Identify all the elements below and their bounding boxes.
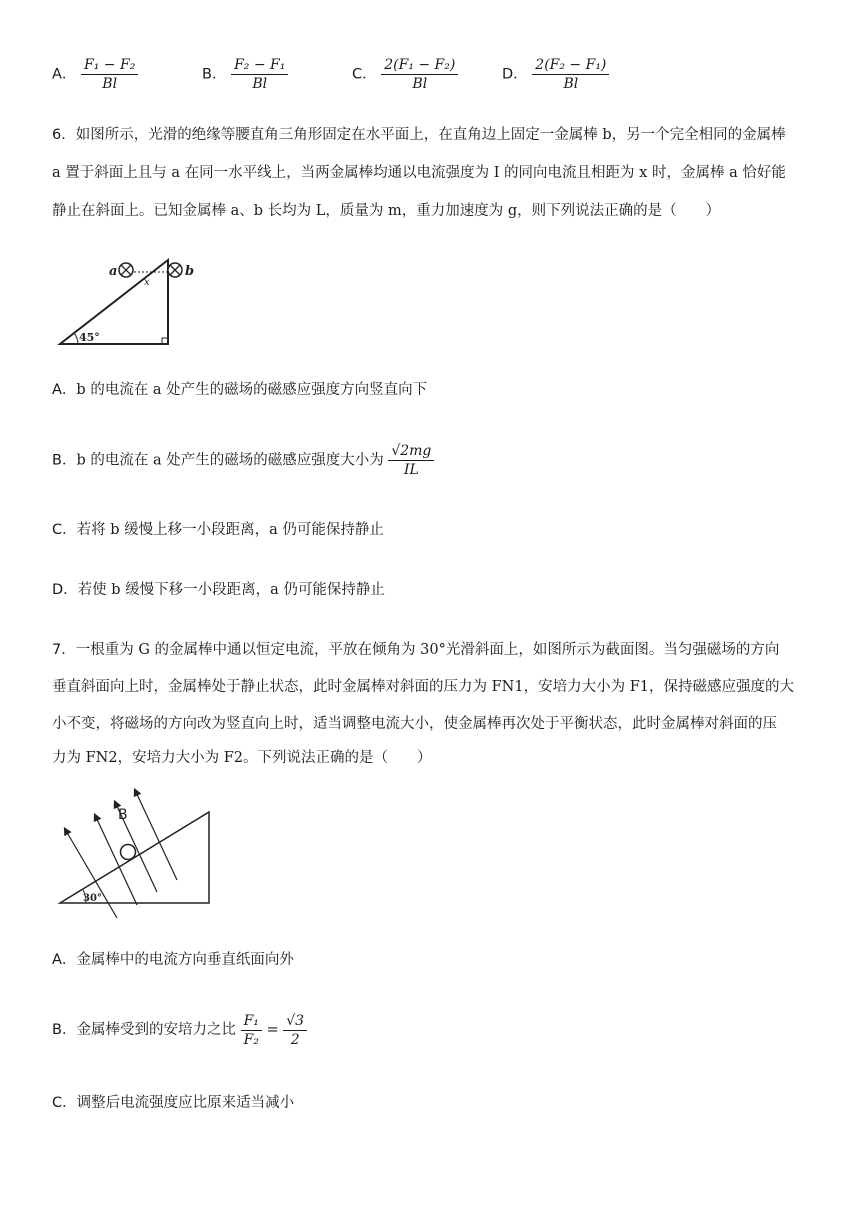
numerator: 2(F₁ − F₂) xyxy=(381,56,458,75)
label-b: b xyxy=(185,264,195,279)
denominator: Bl xyxy=(102,76,118,92)
fraction xyxy=(241,1012,262,1049)
option-text: 若将 b 缓慢上移一小段距离，a 仍可能保持静止 xyxy=(76,522,384,538)
option-text: 调整后电流强度应比原来适当减小 xyxy=(76,1095,295,1111)
denominator: 2 xyxy=(290,1031,300,1048)
q6-triangle-figure xyxy=(52,250,202,350)
numerator: F₁ − F₂ xyxy=(81,56,138,75)
numerator: √3 xyxy=(283,1012,307,1031)
label-x: x xyxy=(144,277,150,288)
label-B: B xyxy=(118,807,128,823)
option-text: 金属棒受到的安培力之比 xyxy=(76,1022,236,1038)
fraction xyxy=(381,56,458,93)
option-label: A． xyxy=(52,66,77,83)
q7-stem-line-3: 小不变，将磁场的方向改为竖直向上时，适当调整电流大小，使金属棒再次处于平衡状态，此时金属棒对斜面的压 xyxy=(52,716,777,732)
option-label: C． xyxy=(52,1095,77,1111)
option-label: C． xyxy=(52,522,77,538)
stem-text: 一根重为 G 的金属棒中通以恒定电流，平放在倾角为 30°光滑斜面上，如图所示为截面图。当匀强磁场的方向 xyxy=(75,642,780,658)
fraction xyxy=(81,56,138,93)
option-label: D． xyxy=(52,582,78,598)
q7-option-c xyxy=(52,1093,294,1113)
q5-option-d xyxy=(502,56,609,93)
q6-stem-line-2: a 置于斜面上且与 a 在同一水平线上，当两金属棒均通以电流强度为 I 的同向电流且相距为 x 时，金属棒 a 恰好能 xyxy=(52,165,786,181)
option-label: B． xyxy=(202,66,227,83)
option-label: D． xyxy=(502,66,528,83)
option-text: b 的电流在 a 处产生的磁场的磁感应强度方向竖直向下 xyxy=(76,382,428,398)
metal-rod-icon xyxy=(121,845,136,860)
numerator: F₁ xyxy=(241,1012,262,1031)
question-number: 6． xyxy=(52,127,76,143)
q6-stem-line-1 xyxy=(52,125,786,145)
option-label: B． xyxy=(52,1022,77,1038)
denominator: F₂ xyxy=(243,1031,259,1048)
equals-sign: = xyxy=(266,1022,279,1038)
denominator: Bl xyxy=(252,76,268,92)
option-text: b 的电流在 a 处产生的磁场的磁感应强度大小为 xyxy=(76,452,384,469)
q6-option-a xyxy=(52,380,427,400)
option-text: 若使 b 缓慢下移一小段距离，a 仍可能保持静止 xyxy=(77,582,385,598)
q6-stem-line-3: 静止在斜面上。已知金属棒 a、b 长均为 L，质量为 m，重力加速度为 g，则下列说法正确的是（ ） xyxy=(52,203,721,219)
label-a: a xyxy=(109,264,118,279)
option-label: B． xyxy=(52,452,77,469)
q5-option-c xyxy=(352,56,458,93)
fraction xyxy=(283,1012,307,1049)
denominator: IL xyxy=(403,462,419,478)
q7-stem-line-4: 力为 FN2，安培力大小为 F2。下列说法正确的是（ ） xyxy=(52,750,432,766)
angle-arc xyxy=(74,333,78,344)
numerator: √2mg xyxy=(388,442,434,461)
q6-option-c xyxy=(52,520,384,540)
numerator: F₂ − F₁ xyxy=(231,56,288,75)
fraction xyxy=(231,56,288,93)
question-number: 7． xyxy=(52,642,76,658)
option-label: C． xyxy=(352,66,377,83)
denominator: Bl xyxy=(412,76,428,92)
label-angle: 30° xyxy=(83,893,102,904)
option-text: 金属棒中的电流方向垂直纸面向外 xyxy=(76,952,294,968)
q6-option-b xyxy=(52,442,434,479)
option-label: A． xyxy=(52,382,77,398)
label-angle: 45° xyxy=(79,331,100,344)
incline-shape xyxy=(60,812,209,903)
q7-stem-line-2: 垂直斜面向上时，金属棒处于静止状态，此时金属棒对斜面的压力为 FN1，安培力大小为 F1，保持磁感应强度的大 xyxy=(52,679,794,695)
q5-option-b xyxy=(202,56,288,93)
denominator: Bl xyxy=(563,76,579,92)
numerator: 2(F₂ − F₁) xyxy=(532,56,609,75)
q6-option-d xyxy=(52,580,385,600)
q7-stem-line-1 xyxy=(52,640,779,660)
q7-incline-figure xyxy=(52,780,217,920)
option-label: A． xyxy=(52,952,77,968)
fraction xyxy=(532,56,609,93)
q7-option-b xyxy=(52,1010,307,1050)
q7-option-a xyxy=(52,950,294,970)
stem-text: 如图所示，光滑的绝缘等腰直角三角形固定在水平面上，在直角边上固定一金属棒 b，另一个完全相同的金属棒 xyxy=(75,127,786,143)
q5-option-a xyxy=(52,56,138,93)
fraction xyxy=(388,442,434,479)
